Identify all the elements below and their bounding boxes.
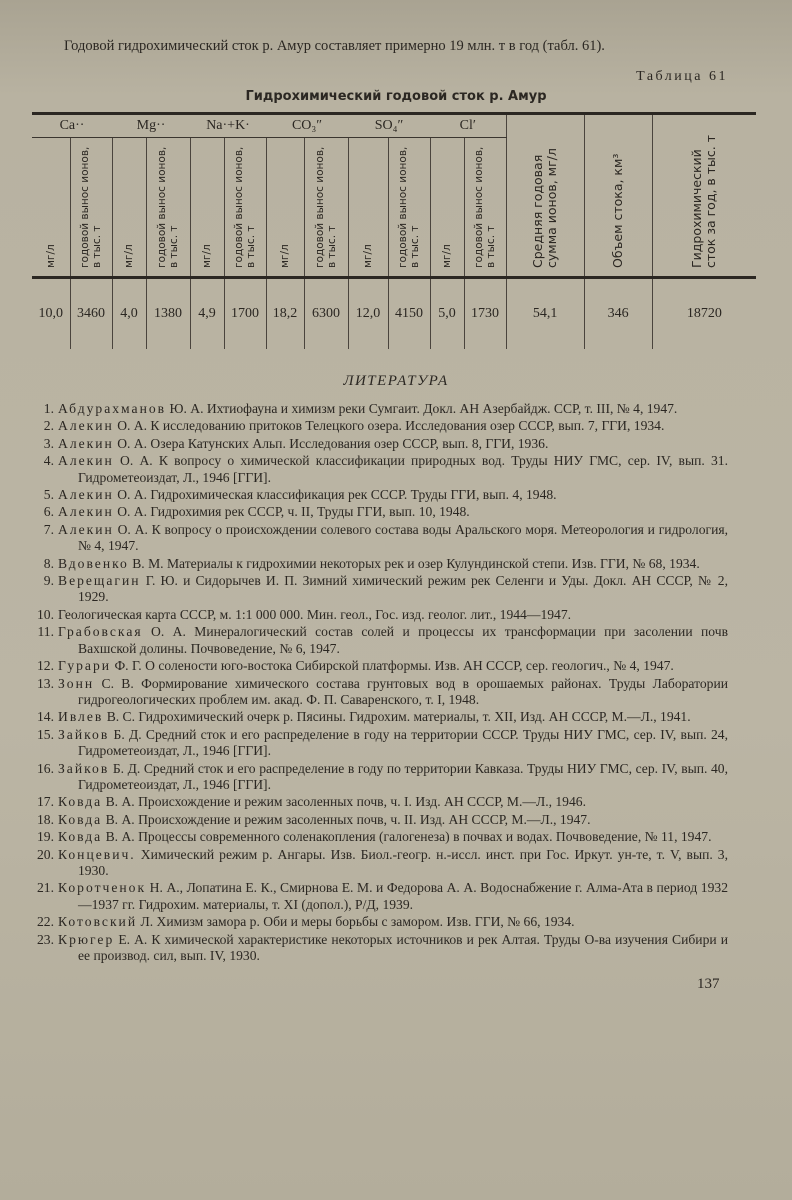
reference-number: 20. bbox=[37, 846, 54, 862]
header-total bbox=[652, 114, 756, 278]
reference-item bbox=[22, 761, 728, 794]
reference-number: 6. bbox=[43, 504, 54, 520]
reference-author: Гурари bbox=[58, 658, 112, 674]
reference-text: В. А. Происхождение и режим засоленных почв, ч. II. Изд. АН СССР, М.—Л., 1947. bbox=[102, 811, 591, 827]
header-avg-label: Средняя годовая сумма ионов, мг/л bbox=[530, 148, 560, 268]
reference-text: Геологическая карта СССР, м. 1:1 000 000. Мин. геол., Гос. изд. геолог. лит., 1944—1947. bbox=[58, 606, 572, 622]
subheader-annual-outflow bbox=[388, 138, 430, 278]
reference-number: 11. bbox=[37, 624, 54, 640]
reference-text: Б. Д. Средний сток и его распределение в году по территории Кавказа. Труды НИУ ГМС, сер. IV, вып. 40, Гидрометеоиздат, Л., 1946 [ГГИ]. bbox=[78, 760, 728, 792]
reference-text: Н. А., Лопатина Е. К., Смирнова Е. М. и Федорова А. А. Водоснабжение г. Алма-Ата в период 1932—1937 гг. Гидрохим. материалы, т. XI (допол.), Р/Д, 1939. bbox=[78, 880, 728, 912]
subheader-mg-per-l bbox=[430, 138, 464, 278]
table-cell: 1380 bbox=[146, 278, 190, 350]
reference-author: Алекин bbox=[58, 521, 114, 537]
subheader-label: годовой вынос ионов, в тыс. т bbox=[397, 146, 422, 268]
subheader-annual-outflow bbox=[464, 138, 506, 278]
table-cell: 12,0 bbox=[348, 278, 388, 350]
table-cell: 4,0 bbox=[112, 278, 146, 350]
reference-text: О. А. Гидрохимическая классификация рек СССР. Труды ГГИ, вып. 4, 1948. bbox=[113, 487, 557, 503]
reference-author: Алекин bbox=[58, 418, 114, 434]
reference-item bbox=[22, 932, 728, 965]
reference-item bbox=[22, 453, 728, 486]
subheader-label: мг/л bbox=[362, 244, 375, 268]
reference-text: Ф. Г. О солености юго-востока Сибирской платформы. Изв. АН СССР, сер. геологич., № 4, 1947. bbox=[111, 658, 674, 674]
reference-text: О. А. Гидрохимия рек СССР, ч. II, Труды ГГИ, вып. 10, 1948. bbox=[113, 504, 470, 520]
group-co3: CO₃″ bbox=[266, 114, 348, 138]
table-cell: 18720 bbox=[652, 278, 756, 350]
reference-author: Ивлев bbox=[58, 709, 104, 725]
reference-item bbox=[22, 504, 728, 520]
reference-author: Котовский bbox=[58, 914, 138, 930]
reference-item bbox=[22, 812, 728, 828]
subheader-label: годовой вынос ионов, в тыс. т bbox=[473, 146, 498, 268]
subheader-mg-per-l bbox=[348, 138, 388, 278]
reference-item bbox=[22, 676, 728, 709]
table-group-header-row bbox=[32, 114, 756, 138]
reference-number: 22. bbox=[37, 914, 54, 930]
subheader-mg-per-l bbox=[32, 138, 70, 278]
reference-text: В. С. Гидрохимический очерк р. Пясины. Гидрохим. материалы, т. XII, Изд. АН СССР, М.—Л., 1941. bbox=[103, 709, 691, 725]
reference-item bbox=[22, 794, 728, 810]
reference-item bbox=[22, 418, 728, 434]
reference-author: Коротченок bbox=[58, 880, 147, 896]
hydrochemical-table bbox=[32, 112, 756, 349]
group-cl: Cl′ bbox=[430, 114, 506, 138]
table-cell: 4150 bbox=[388, 278, 430, 350]
reference-number: 2. bbox=[43, 418, 54, 434]
header-avg bbox=[506, 114, 584, 278]
reference-item bbox=[22, 573, 728, 606]
subheader-mg-per-l bbox=[112, 138, 146, 278]
table-cell: 4,9 bbox=[190, 278, 224, 350]
reference-author: Зонн bbox=[58, 675, 95, 691]
reference-item bbox=[22, 709, 728, 725]
reference-item bbox=[22, 607, 728, 623]
reference-text: О. А. Минералогический состав солей и процессы их трансформации при засолении почв Вахшской долины. Почвоведение, № 6, 1947. bbox=[78, 624, 728, 656]
reference-text: О. А. К исследованию притоков Телецкого озера. Исследования озер СССР, вып. 7, ГГИ, 1934. bbox=[113, 418, 665, 434]
reference-author: Ковда bbox=[58, 794, 103, 810]
table-title: Гидрохимический годовой сток р. Амур bbox=[245, 89, 547, 104]
reference-text: Л. Химизм замора р. Оби и меры борьбы с замором. Изв. ГГИ, № 66, 1934. bbox=[137, 914, 575, 930]
reference-author: Зайков bbox=[58, 760, 110, 776]
reference-item bbox=[22, 556, 728, 572]
subheader-label: мг/л bbox=[279, 244, 292, 268]
subheader-label: мг/л bbox=[441, 244, 454, 268]
subheader-annual-outflow bbox=[146, 138, 190, 278]
table-cell: 18,2 bbox=[266, 278, 304, 350]
reference-author: Вдовенко bbox=[58, 555, 129, 571]
subheader-annual-outflow bbox=[224, 138, 266, 278]
subheader-label: годовой вынос ионов, в тыс. т bbox=[314, 146, 339, 268]
reference-item bbox=[22, 880, 728, 913]
reference-author: Крюгер bbox=[58, 931, 115, 947]
reference-author: Ковда bbox=[58, 829, 103, 845]
reference-text: Г. Ю. и Сидорычев И. П. Зимний химический режим рек Селенги и Уды. Докл. АН СССР, № 2, 1929. bbox=[78, 573, 728, 605]
header-volume bbox=[584, 114, 652, 278]
reference-item bbox=[22, 624, 728, 657]
reference-number: 4. bbox=[43, 453, 54, 469]
reference-author: Грабовская bbox=[58, 624, 143, 640]
table-number: Таблица 61 bbox=[636, 69, 728, 84]
reference-author: Абдурахманов bbox=[58, 401, 167, 416]
reference-number: 5. bbox=[43, 487, 54, 503]
reference-number: 15. bbox=[37, 726, 54, 742]
subheader-label: мг/л bbox=[123, 244, 136, 268]
reference-number: 3. bbox=[43, 435, 54, 451]
reference-number: 13. bbox=[37, 675, 54, 691]
reference-author: Алекин bbox=[58, 504, 114, 520]
group-mg: Mg·· bbox=[112, 114, 190, 138]
reference-author: Алекин bbox=[58, 453, 114, 469]
subheader-label: мг/л bbox=[201, 244, 214, 268]
reference-number: 18. bbox=[37, 811, 54, 827]
subheader-label: мг/л bbox=[44, 244, 57, 268]
group-na-k: Na·+K· bbox=[190, 114, 266, 138]
reference-text: О. А. К вопросу о химической классификации природных вод. Труды НИУ ГМС, сер. IV, вып. 31. Гидрометеоиздат, Л., 1946 [ГГИ]. bbox=[78, 453, 728, 485]
reference-author: Зайков bbox=[58, 726, 110, 742]
reference-text: В. М. Материалы к гидрохимии некоторых рек и озер Кулундинской степи. Изв. ГГИ, № 68, 1934. bbox=[128, 555, 700, 571]
reference-text: В. А. Происхождение и режим засоленных почв, ч. I. Изд. АН СССР, М.—Л., 1946. bbox=[102, 794, 586, 810]
reference-item bbox=[22, 401, 728, 417]
reference-author: Алекин bbox=[58, 487, 114, 503]
subheader-label: годовой вынос ионов, в тыс. т bbox=[233, 146, 258, 268]
reference-number: 14. bbox=[37, 709, 54, 725]
reference-text: В. А. Процессы современного соленакопления (галогенеза) в почвах и водах. Почвоведение, № 11, 1947. bbox=[102, 829, 712, 845]
reference-number: 1. bbox=[43, 401, 54, 416]
reference-number: 16. bbox=[37, 760, 54, 776]
subheader-label: годовой вынос ионов, в тыс. т bbox=[156, 146, 181, 268]
table-cell: 10,0 bbox=[38, 306, 63, 321]
group-ca: Ca·· bbox=[32, 114, 112, 138]
reference-text: О. А. К вопросу о происхождении солевого состава воды Аральского моря. Метеорология и гидрология, № 4, 1947. bbox=[78, 521, 728, 554]
reference-text: С. В. Формирование химического состава грунтовых вод в орошаемых районах. Труды Лаборатории гидрогеологических проблем им. акад. Ф. П. Саваренского, т. I, 1948. bbox=[78, 675, 728, 707]
subheader-annual-outflow bbox=[304, 138, 348, 278]
reference-author: Ковда bbox=[58, 811, 103, 827]
reference-number: 9. bbox=[43, 573, 54, 589]
table-cell: 346 bbox=[584, 278, 652, 350]
reference-number: 10. bbox=[37, 606, 54, 622]
reference-list bbox=[22, 401, 728, 964]
reference-number: 19. bbox=[37, 829, 54, 845]
table-cell: 5,0 bbox=[430, 278, 464, 350]
table-cell: 1700 bbox=[224, 278, 266, 350]
reference-number: 21. bbox=[37, 880, 54, 896]
reference-number: 23. bbox=[37, 931, 54, 947]
table-cell: 6300 bbox=[304, 278, 348, 350]
subheader-mg-per-l bbox=[190, 138, 224, 278]
reference-item bbox=[22, 436, 728, 452]
reference-item bbox=[22, 847, 728, 880]
group-so4: SO₄″ bbox=[348, 114, 430, 138]
reference-item bbox=[22, 914, 728, 930]
reference-item bbox=[22, 522, 728, 555]
intro-paragraph: Годовой гидрохимический сток р. Амур составляет примерно 19 млн. т в год (табл. 61). bbox=[64, 38, 605, 54]
reference-author: Верещагин bbox=[58, 573, 141, 589]
literature-heading: ЛИТЕРАТУРА bbox=[343, 373, 449, 389]
subheader-annual-outflow bbox=[70, 138, 112, 278]
table-row bbox=[32, 278, 756, 350]
reference-text: О. А. Озера Катунских Альп. Исследования озер СССР, вып. 8, ГГИ, 1936. bbox=[113, 435, 549, 451]
reference-item bbox=[22, 658, 728, 674]
reference-item bbox=[22, 829, 728, 845]
reference-text: Е. А. К химической характеристике некоторых источников и рек Алтая. Труды О-ва изучения Сибири и ее производ. сил, вып. IV, 1930. bbox=[78, 931, 728, 963]
reference-number: 12. bbox=[37, 658, 54, 674]
reference-text: Ю. А. Ихтиофауна и химизм реки Сумгаит. Докл. АН Азербайдж. ССР, т. III, № 4, 1947. bbox=[166, 401, 678, 416]
reference-item bbox=[22, 727, 728, 760]
reference-text: Б. Д. Средний сток и его распределение в году на территории СССР. Труды НИУ ГМС, сер. IV, вып. 24, Гидрометеоиздат, Л., 1946 [ГГИ]. bbox=[78, 726, 728, 759]
table-cell: 1730 bbox=[464, 278, 506, 350]
subheader-mg-per-l bbox=[266, 138, 304, 278]
reference-author: Концевич. bbox=[58, 846, 136, 862]
reference-number: 17. bbox=[37, 794, 54, 810]
table-cell: 3460 bbox=[70, 278, 112, 350]
reference-text: Химический режим р. Ангары. Изв. Биол.-геогр. н.-иссл. инст. при Гос. Иркут. ун-те, т. V, вып. 3, 1930. bbox=[78, 846, 728, 878]
reference-number: 7. bbox=[43, 521, 54, 537]
subheader-label: годовой вынос ионов, в тыс. т bbox=[79, 146, 103, 268]
reference-item bbox=[22, 487, 728, 503]
header-total-label: Гидрохимический сток за год, в тыс. т bbox=[689, 134, 719, 268]
header-volume-label: Объем стока, км³ bbox=[610, 153, 626, 268]
table-cell: 54,1 bbox=[506, 278, 584, 350]
page-number: 137 bbox=[697, 976, 720, 993]
reference-author: Алекин bbox=[58, 435, 114, 451]
reference-number: 8. bbox=[43, 555, 54, 571]
